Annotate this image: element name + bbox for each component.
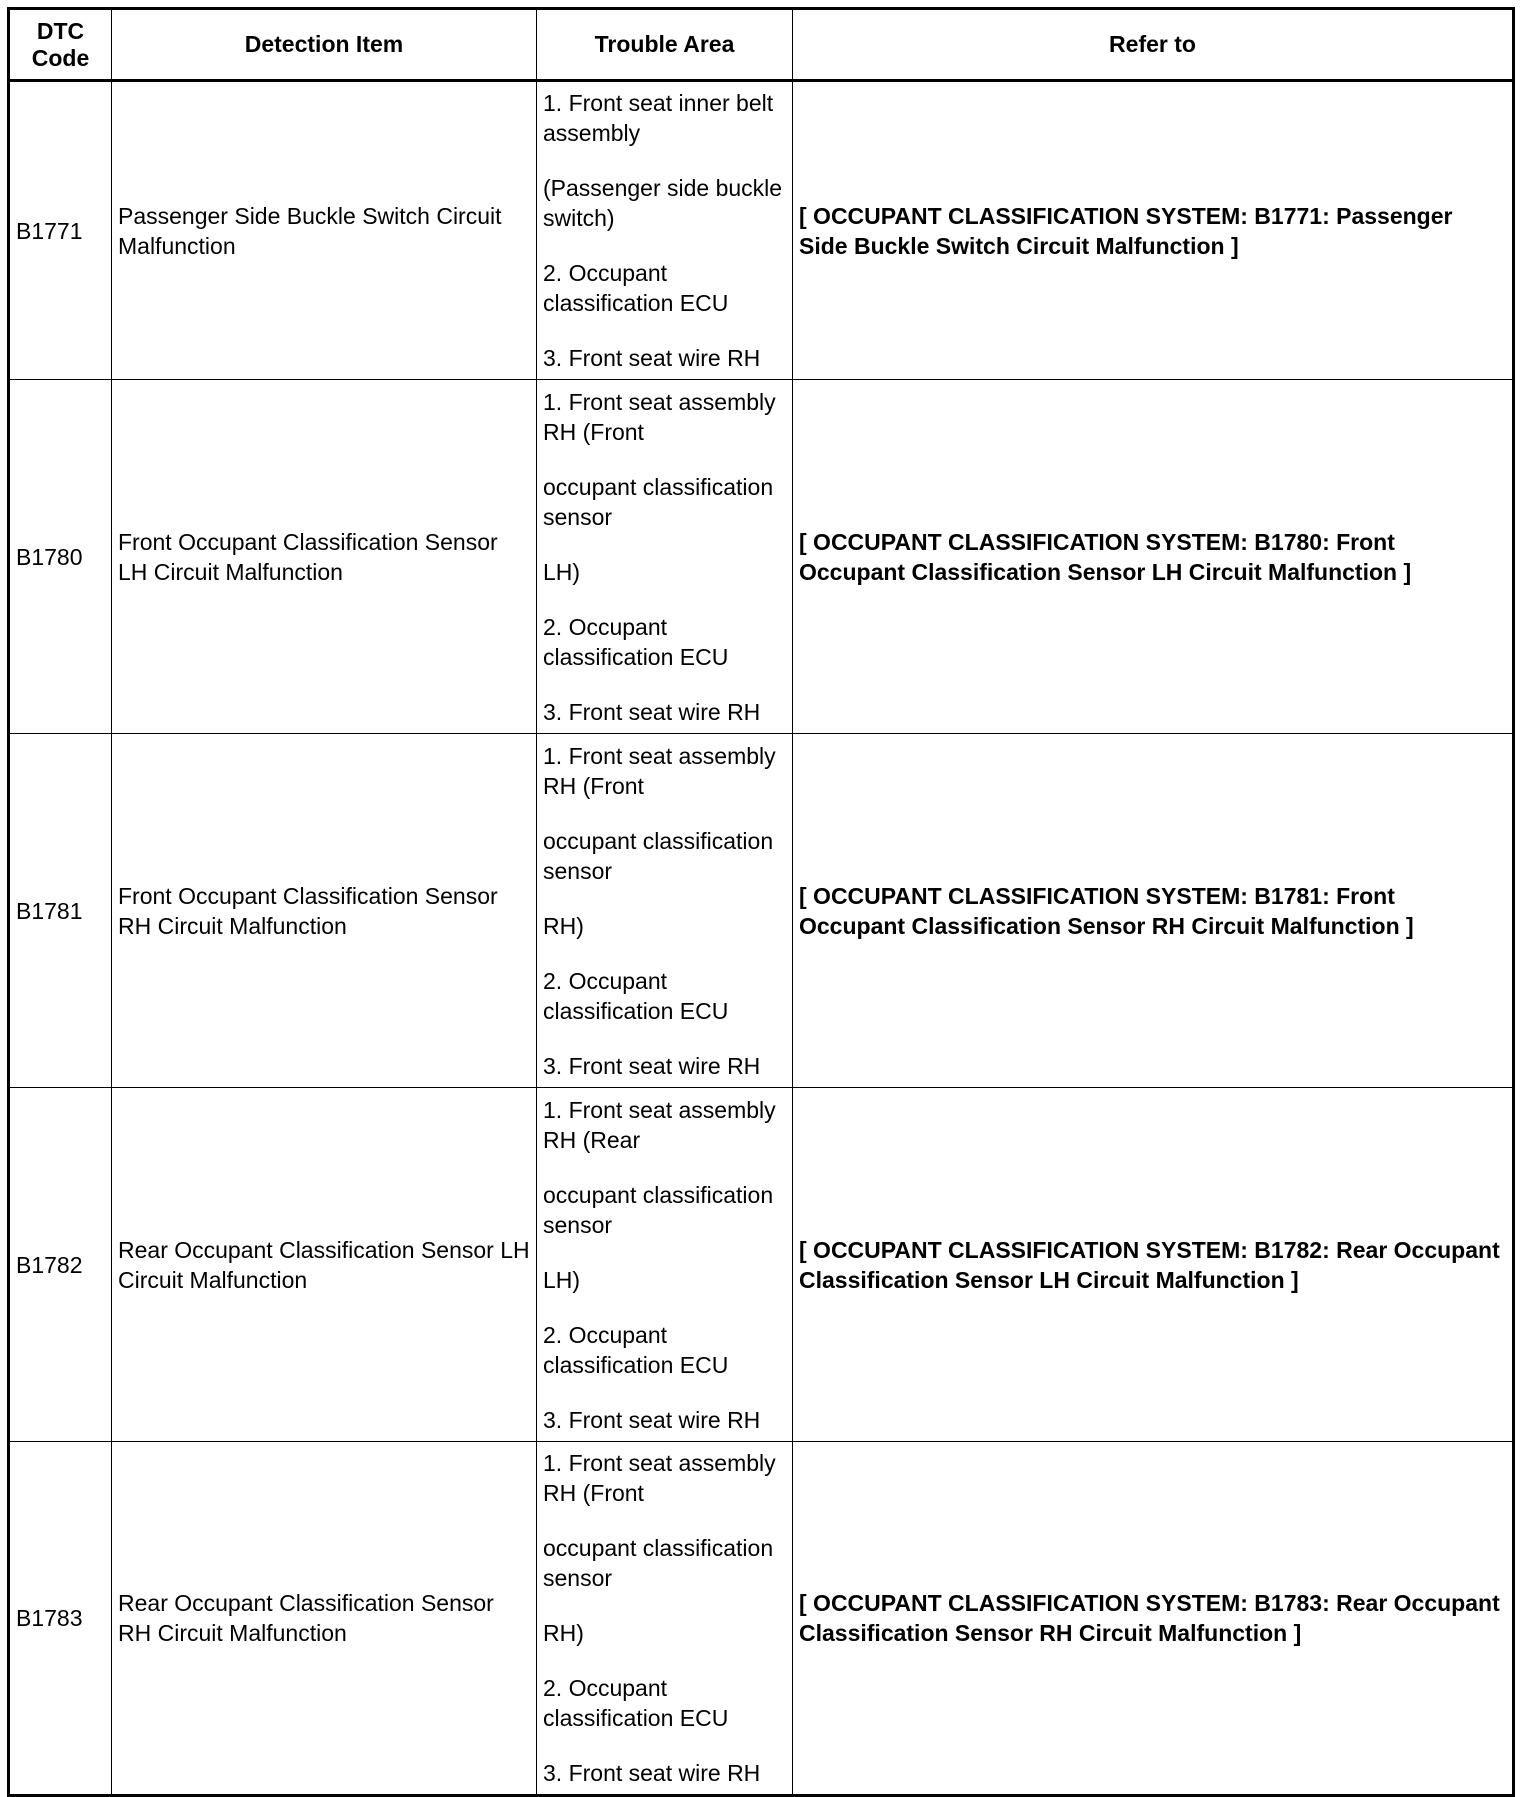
trouble-area-item: 1. Front seat inner belt assembly xyxy=(543,90,774,146)
table-row xyxy=(9,1088,1514,1442)
trouble-area xyxy=(537,81,793,380)
header-dtc-code xyxy=(9,9,112,81)
trouble-area-item: 3. Front seat wire RH xyxy=(543,345,761,371)
table-row xyxy=(9,380,1514,734)
trouble-area-item: occupant classification sensor xyxy=(543,473,774,530)
trouble-area-item: 2. Occupant classification ECU xyxy=(543,1321,729,1378)
dtc-code: B1783 xyxy=(9,1442,112,1796)
detection-item: Rear Occupant Classification Sensor RH Circuit Malfunction xyxy=(112,1442,537,1796)
trouble-area xyxy=(537,1088,793,1442)
header-detection-item: Detection Item xyxy=(112,9,537,81)
trouble-area-item: 2. Occupant classification ECU xyxy=(543,260,729,316)
header-trouble-area: Trouble Area xyxy=(537,9,793,81)
trouble-area-item: 3. Front seat wire RH xyxy=(543,1406,761,1433)
trouble-area-item: (Passenger side buckle switch) xyxy=(543,175,783,231)
trouble-area-item: occupant classification sensor xyxy=(543,1535,774,1591)
trouble-area-item: 3. Front seat wire RH xyxy=(543,1052,761,1079)
dtc-code: B1782 xyxy=(9,1088,112,1442)
detection-item: Front Occupant Classification Sensor RH Circuit Malfunction xyxy=(112,734,537,1088)
refer-to-link[interactable]: [ OCCUPANT CLASSIFICATION SYSTEM: B1771: Passenger Side Buckle Switch Circuit Malfunction ] xyxy=(793,81,1514,380)
dtc-table xyxy=(7,7,1515,1797)
refer-to-link[interactable]: [ OCCUPANT CLASSIFICATION SYSTEM: B1780: Front Occupant Classification Sensor LH Circuit Malfunction ] xyxy=(793,380,1514,734)
trouble-area-item: 2. Occupant classification ECU xyxy=(543,613,729,670)
table-row xyxy=(9,81,1514,380)
detection-item: Rear Occupant Classification Sensor LH Circuit Malfunction xyxy=(112,1088,537,1442)
trouble-area xyxy=(537,380,793,734)
header-dtc-code-line2: Code xyxy=(31,44,90,71)
trouble-area-item: 2. Occupant classification ECU xyxy=(543,967,729,1024)
trouble-area-item: 1. Front seat assembly RH (Front xyxy=(543,742,776,799)
table-row xyxy=(9,734,1514,1088)
trouble-area xyxy=(537,1442,793,1796)
dtc-code: B1781 xyxy=(9,734,112,1088)
trouble-area-item: RH) xyxy=(543,912,584,939)
trouble-area-item: 3. Front seat wire RH xyxy=(543,1760,761,1786)
trouble-area-item: LH) xyxy=(543,1266,581,1293)
table-header-row xyxy=(9,9,1514,81)
refer-to-link[interactable]: [ OCCUPANT CLASSIFICATION SYSTEM: B1783: Rear Occupant Classification Sensor RH Circuit Malfunction ] xyxy=(793,1442,1514,1796)
trouble-area xyxy=(537,734,793,1088)
trouble-area-item: 2. Occupant classification ECU xyxy=(543,1675,729,1731)
trouble-area-item: LH) xyxy=(543,558,581,585)
trouble-area-item: occupant classification sensor xyxy=(543,1181,774,1238)
detection-item: Passenger Side Buckle Switch Circuit Malfunction xyxy=(112,81,537,380)
header-dtc-code-line1: DTC xyxy=(36,17,85,44)
dtc-code: B1771 xyxy=(9,81,112,380)
trouble-area-item: 1. Front seat assembly RH (Front xyxy=(543,388,776,445)
trouble-area-item: 1. Front seat assembly RH (Front xyxy=(543,1450,776,1506)
dtc-code: B1780 xyxy=(9,380,112,734)
trouble-area-item: 3. Front seat wire RH xyxy=(543,698,761,725)
refer-to-link[interactable]: [ OCCUPANT CLASSIFICATION SYSTEM: B1782: Rear Occupant Classification Sensor LH Circuit Malfunction ] xyxy=(793,1088,1514,1442)
trouble-area-item: occupant classification sensor xyxy=(543,827,774,884)
header-refer-to: Refer to xyxy=(793,9,1514,81)
detection-item: Front Occupant Classification Sensor LH Circuit Malfunction xyxy=(112,380,537,734)
trouble-area-item: 1. Front seat assembly RH (Rear xyxy=(543,1096,776,1153)
table-row xyxy=(9,1442,1514,1796)
refer-to-link[interactable]: [ OCCUPANT CLASSIFICATION SYSTEM: B1781: Front Occupant Classification Sensor RH Circuit Malfunction ] xyxy=(793,734,1514,1088)
trouble-area-item: RH) xyxy=(543,1620,584,1646)
